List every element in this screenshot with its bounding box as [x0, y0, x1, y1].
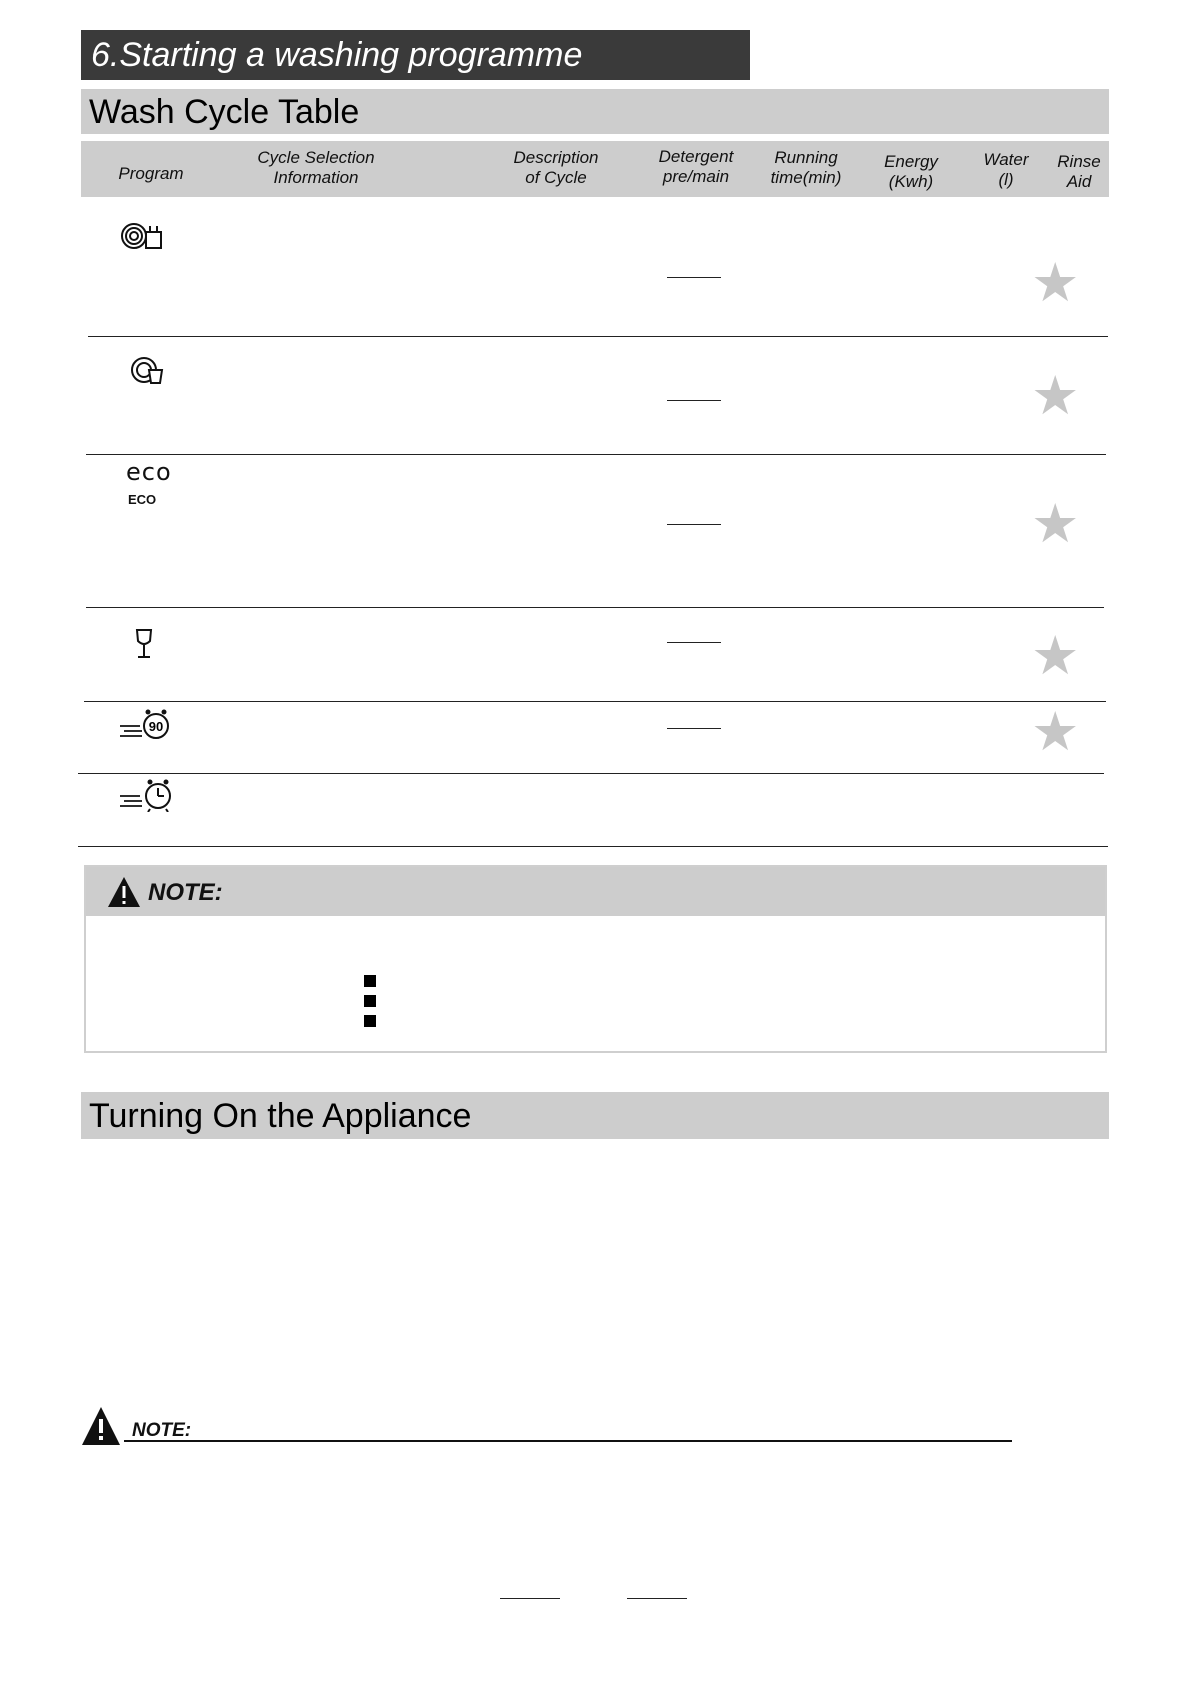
bullet-icon [364, 995, 376, 1007]
turning-on-title: Turning On the Appliance [81, 1092, 1109, 1139]
eco-small-icon: ECO [128, 492, 157, 507]
bullet-icon [364, 1015, 376, 1027]
detergent-dash [667, 728, 721, 729]
note-label: NOTE: [148, 879, 223, 906]
rapid-90-label: 90 [148, 719, 164, 734]
blank-line [627, 1598, 687, 1599]
warning-icon [106, 875, 142, 909]
col-energy: Energy (Kwh) [884, 152, 938, 191]
row-divider [88, 336, 1108, 337]
table-header-row [81, 141, 1109, 197]
col-detergent: Detergent pre/main [658, 147, 734, 186]
col-water: Water (l) [983, 150, 1029, 189]
note2-label: NOTE: [132, 1420, 192, 1441]
detergent-dash [667, 524, 721, 525]
rinse-aid-star-icon: ★ [1031, 366, 1080, 426]
rapid-icon [118, 778, 174, 812]
wash-cycle-table-title: Wash Cycle Table [81, 89, 1109, 134]
col-program: Program [118, 164, 184, 183]
col-rinse-aid: Rinse Aid [1057, 152, 1101, 191]
bullet-icon [364, 975, 376, 987]
intensive-icon [120, 220, 170, 252]
row-divider [86, 454, 1106, 455]
normal-icon [130, 356, 170, 386]
eco-icon: eco [126, 458, 172, 486]
detergent-dash [667, 400, 721, 401]
row-divider [84, 701, 1106, 702]
col-description: Description of Cycle [513, 148, 599, 187]
page-title: 6.Starting a washing programme [81, 30, 750, 80]
row-divider [78, 773, 1104, 774]
detergent-dash [667, 277, 721, 278]
note-header [86, 867, 1105, 916]
row-divider [78, 846, 1108, 847]
blank-line [500, 1598, 560, 1599]
detergent-dash [667, 642, 721, 643]
note2-underline [124, 1440, 1012, 1442]
glass-icon [132, 628, 156, 660]
rinse-aid-star-icon: ★ [1031, 253, 1080, 313]
row-divider [86, 607, 1104, 608]
col-running-time: Running time(min) [770, 148, 842, 187]
rapid-90-icon [118, 708, 174, 742]
rinse-aid-star-icon: ★ [1031, 702, 1080, 762]
rinse-aid-star-icon: ★ [1031, 494, 1080, 554]
warning-icon [80, 1405, 122, 1447]
col-cycle-selection: Cycle Selection Information [257, 148, 375, 187]
rinse-aid-star-icon: ★ [1031, 626, 1080, 686]
